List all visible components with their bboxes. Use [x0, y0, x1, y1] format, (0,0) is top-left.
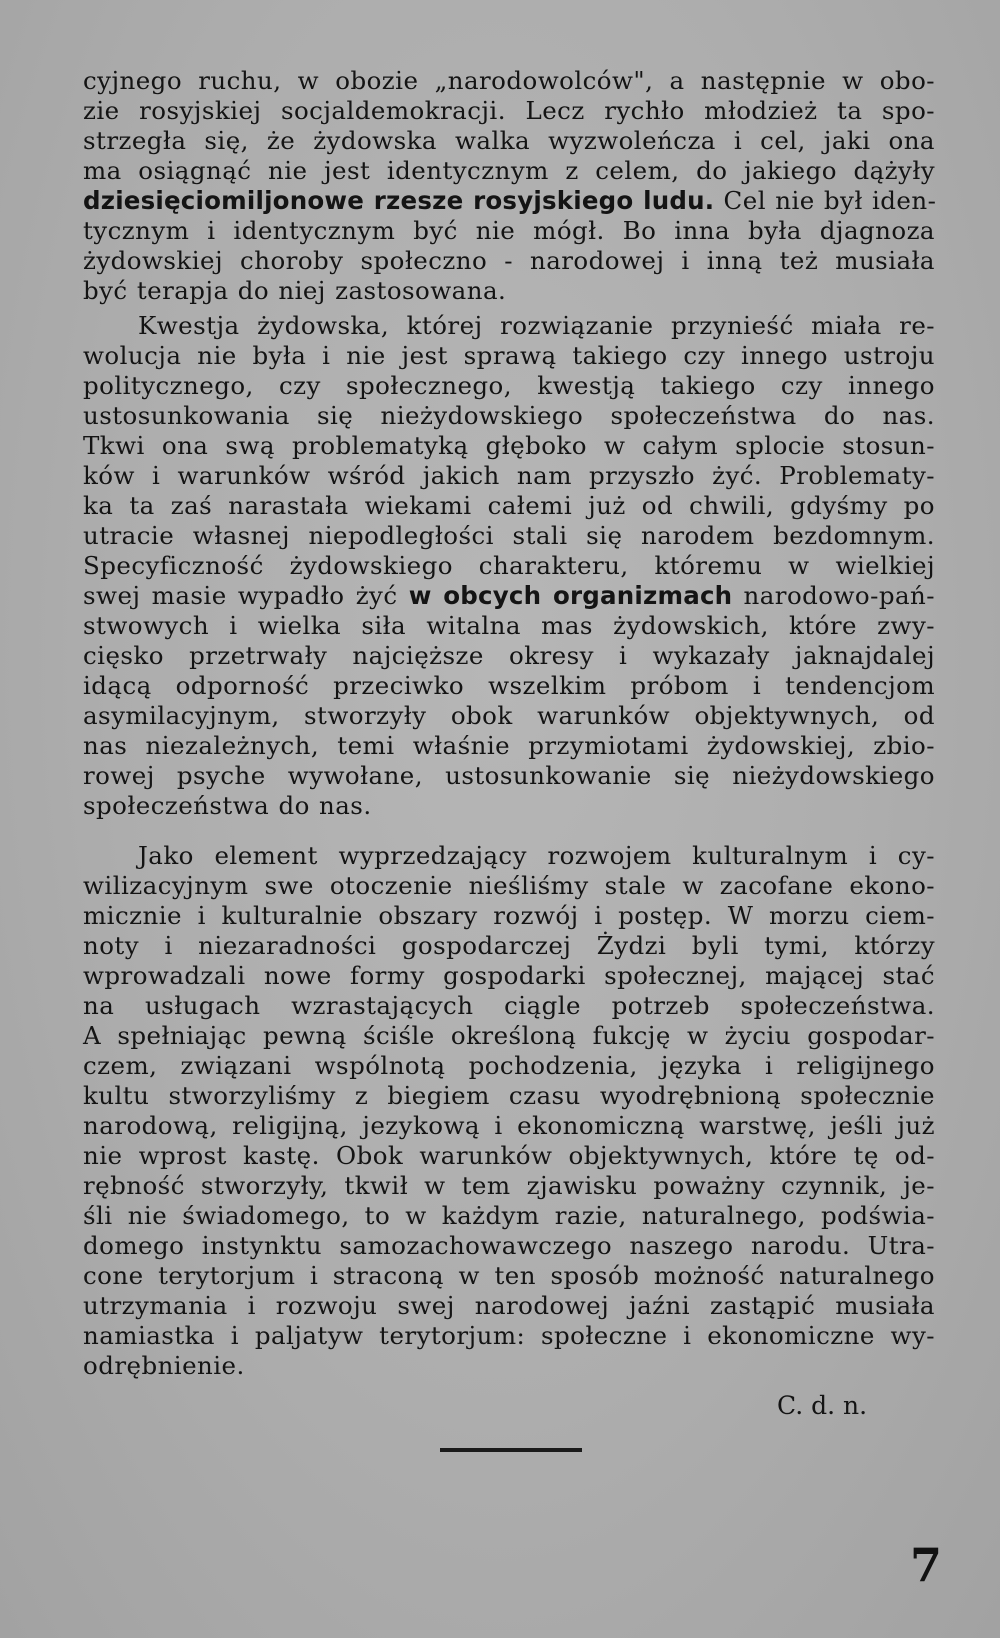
text-line: dziesięciomiljonowe rzesze rosyjskiego ludu. Cel nie był iden-	[83, 186, 937, 215]
text-line: nas niezależnych, temi właśnie przymiotami żydowskiej, zbio-	[83, 731, 935, 760]
text-line: ków i warunków wśród jakich nam przyszło żyć. Problematy-	[83, 461, 935, 490]
text-line: cone terytorjum i straconą w ten sposób możność naturalnego	[83, 1261, 935, 1290]
emphasized-text: dziesięciomiljonowe rzesze rosyjskiego ludu.	[83, 186, 715, 215]
text-line: domego instynktu samozachowawczego naszego narodu. Utra-	[83, 1231, 935, 1260]
text-line: zie rosyjskiej socjaldemokracji. Lecz rychło młodzież ta spo-	[83, 96, 935, 125]
text-line: narodową, religijną, jezykową i ekonomiczną warstwę, jeśli już	[83, 1111, 935, 1140]
text-line: idącą odporność przeciwko wszelkim próbom i tendencjom	[83, 671, 935, 700]
text-line: utracie własnej niepodległości stali się narodem bezdomnym.	[83, 521, 935, 550]
text-line: stwowych i wielka siła witalna mas żydowskich, które zwy-	[83, 611, 935, 640]
text-line: śli nie świadomego, to w każdym razie, naturalnego, podświa-	[83, 1201, 935, 1230]
continuation-note: C. d. n.	[777, 1391, 868, 1420]
text-line: cyjnego ruchu, w obozie „narodowolców", a następnie w obo-	[83, 66, 935, 95]
text-line: strzegła się, że żydowska walka wyzwoleńcza i cel, jaki ona	[83, 126, 935, 155]
text-line: na usługach wzrastających ciągle potrzeb społeczeństwa.	[83, 991, 935, 1020]
text-line: Jako element wyprzedzający rozwojem kulturalnym i cy-	[138, 841, 935, 870]
text-line: rębność stworzyły, tkwił w tem zjawisku poważny czynnik, je-	[83, 1171, 935, 1200]
text-column	[83, 66, 935, 1381]
horizontal-rule	[440, 1448, 582, 1452]
text-line: swej masie wypadło żyć w obcych organizmach narodowo-pań-	[83, 581, 935, 610]
text-line: rowej psyche wywołane, ustosunkowanie się nieżydowskiego	[83, 761, 935, 790]
text-line: utrzymania i rozwoju swej narodowej jaźni zastąpić musiała	[83, 1291, 935, 1320]
text-line: asymilacyjnym, stworzyły obok warunków objektywnych, od	[83, 701, 935, 730]
paragraph-2	[83, 311, 935, 821]
text-line: tycznym i identycznym być nie mógł. Bo inna była djagnoza	[83, 216, 935, 245]
text-line: żydowskiej choroby społeczno - narodowej i inną też musiała	[83, 246, 935, 275]
paragraph-1	[83, 66, 935, 306]
text-line: czem, związani wspólnotą pochodzenia, języka i religijnego	[83, 1051, 935, 1080]
text-line: kultu stworzyliśmy z biegiem czasu wyodrębnioną społecznie	[83, 1081, 935, 1110]
emphasized-text: w obcych organizmach	[408, 581, 733, 610]
text-line: być terapja do niej zastosowana.	[83, 276, 507, 305]
paragraph-gap	[83, 821, 935, 841]
paragraph-3	[83, 841, 935, 1381]
text-line: A spełniając pewną ściśle określoną fukcję w życiu gospodar-	[83, 1021, 935, 1050]
text-line: ustosunkowania się nieżydowskiego społeczeństwa do nas.	[83, 401, 935, 430]
text-line: micznie i kulturalnie obszary rozwój i postęp. W morzu ciem-	[83, 901, 935, 930]
text-line: ka ta zaś narastała wiekami całemi już od chwili, gdyśmy po	[83, 491, 935, 520]
text-line: politycznego, czy społecznego, kwestją takiego czy innego	[83, 371, 935, 400]
text-line: nie wprost kastę. Obok warunków objektywnych, które tę od-	[83, 1141, 935, 1170]
text-line: wolucja nie była i nie jest sprawą takiego czy innego ustroju	[83, 341, 935, 370]
text-line: Specyficzność żydowskiego charakteru, któremu w wielkiej	[83, 551, 935, 580]
text-line: ma osiągnąć nie jest identycznym z celem, do jakiego dążyły	[83, 156, 935, 185]
text-line: wilizacyjnym swe otoczenie nieśliśmy stale w zacofane ekono-	[83, 871, 935, 900]
text-line: wprowadzali nowe formy gospodarki społecznej, mającej stać	[83, 961, 935, 990]
text-line: Tkwi ona swą problematyką głęboko w całym splocie stosun-	[83, 431, 935, 460]
page-number: 7	[910, 1538, 943, 1592]
text-line: odrębnienie.	[83, 1351, 245, 1380]
text-line: cięsko przetrwały najcięższe okresy i wykazały jaknajdalej	[83, 641, 935, 670]
text-line: noty i niezaradności gospodarczej Żydzi byli tymi, którzy	[83, 931, 935, 960]
text-line: społeczeństwa do nas.	[83, 791, 372, 820]
text-line: Kwestja żydowska, której rozwiązanie przynieść miała re-	[138, 311, 935, 340]
text-line: namiastka i paljatyw terytorjum: społeczne i ekonomiczne wy-	[83, 1321, 935, 1350]
